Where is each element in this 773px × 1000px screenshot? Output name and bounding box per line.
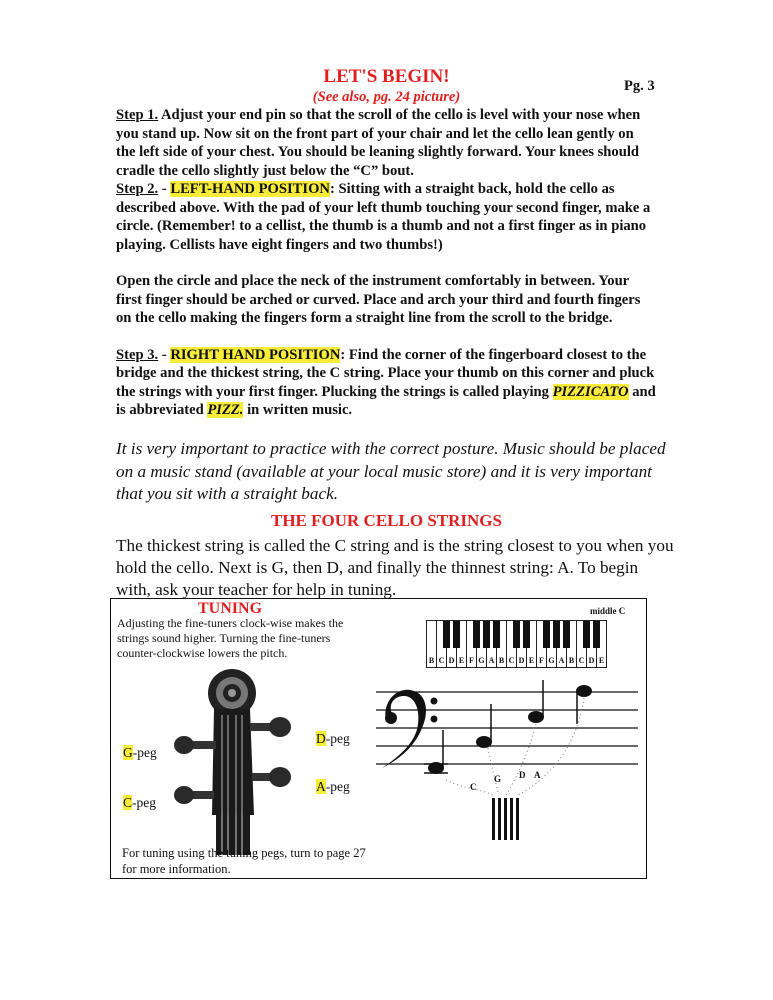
piano-black-key	[583, 621, 590, 648]
pizz-term: PIZZ.	[207, 402, 244, 418]
d-peg-label	[316, 731, 350, 747]
piano-black-key	[493, 621, 500, 648]
g-peg-suffix: -peg	[132, 745, 157, 760]
g-peg-letter: G	[123, 745, 133, 760]
c-peg-suffix: -peg	[132, 795, 157, 810]
string-label-d: D	[519, 770, 526, 780]
c-peg-label	[123, 795, 156, 811]
piano-black-key	[523, 621, 530, 648]
step-3-heading: RIGHT HAND POSITION	[170, 346, 341, 363]
step-2-text: : Sitting with a straight back, hold the cello as described above. With the pad of your left thumb touching your second finger, make a circle. (Remember! to a cellist, the thumb is a thumb and not a first finger as in piano playing. Cellists have eight fingers and two thumbs!)	[116, 181, 651, 253]
c-peg-letter: C	[123, 795, 133, 810]
piano-keyboard	[426, 620, 606, 668]
step-3	[116, 346, 656, 420]
step-3-text-2: and is abbreviated	[116, 383, 656, 418]
strings-icon	[492, 798, 519, 840]
bass-clef-staff	[376, 672, 638, 852]
instructions	[116, 106, 656, 420]
piano-key-label: E	[458, 656, 465, 665]
piano-key-label: B	[428, 656, 435, 665]
d-peg-letter: D	[316, 731, 326, 746]
piano-black-key	[513, 621, 520, 648]
piano-key-label: D	[448, 656, 455, 665]
posture-note: It is very important to practice with the correct posture. Music should be placed on a music stand (available at your local music store) and it is very important that you sit with a straight back.	[116, 439, 666, 503]
d-peg-suffix: -peg	[325, 731, 350, 746]
step-1	[116, 106, 656, 180]
tuning-text: Adjusting the fine-tuners clock-wise makes the strings sound higher. Turning the fine-tuners counter-clockwise lowers the pitch.	[117, 616, 344, 661]
page-number: Pg. 3	[624, 78, 655, 94]
cello-scroll-illustration	[170, 665, 310, 855]
middle-c-label: middle C	[590, 606, 626, 616]
piano-black-key	[473, 621, 480, 648]
piano-black-key	[453, 621, 460, 648]
piano-key-label: F	[539, 656, 544, 665]
a-peg-letter: A	[316, 779, 326, 794]
piano-key-label: D	[588, 656, 595, 665]
string-label-c: C	[470, 782, 477, 792]
piano-black-key	[553, 621, 560, 648]
piano-key-label: F	[469, 656, 474, 665]
pizzicato-term: PIZZICATO	[552, 383, 629, 400]
step-1-text: Adjust your end pin so that the scroll of the cello is level with your nose when you stand up. Now sit on the front part of your chair and let the cello lean gently on the left side of your chest. You should be leaning slightly forward. Your knees should cradle the cello slightly just below the “C” bout.	[116, 107, 641, 179]
step-3-text-3: in written music.	[243, 402, 353, 418]
strings-heading: THE FOUR CELLO STRINGS	[271, 511, 502, 530]
a-peg-label	[316, 779, 350, 795]
step-2-paragraph-2: Open the circle and place the neck of the instrument comfortably in between. Your first finger should be arched or curved. Place and arch your third and fourth fingers on the cello making the fingers form a straight line from the scroll to the bridge.	[116, 273, 641, 326]
step-3-text: : Find the corner of the fingerboard closest to the bridge and the thickest string, the C string. Place your thumb on this corner and pluck the strings with your first finger. Plucking the strings is called playing	[116, 346, 655, 400]
string-label-g: G	[494, 774, 502, 784]
bass-clef-icon	[382, 690, 438, 768]
step-2-label: Step 2.	[116, 181, 159, 197]
piano-key-label: D	[518, 656, 525, 665]
step-2-dash: -	[158, 181, 171, 197]
tuning-footer: For tuning using the tuning pegs, turn to page 27 for more information.	[122, 846, 366, 876]
step-2	[116, 180, 656, 254]
piano-key-label: E	[528, 656, 535, 665]
step-3-dash: -	[158, 346, 171, 363]
piano-key-label: C	[508, 656, 515, 665]
piano-black-key	[593, 621, 600, 648]
a-peg-suffix: -peg	[325, 779, 350, 794]
strings-text: The thickest string is called the C string and is the string closest to you when you hold the cello. Next is G, then D, and finally the thinnest string: A. To begin with, ask your teacher for help in tuning.	[116, 536, 674, 599]
piano-key-label: G	[548, 656, 555, 665]
step-1-label: Step 1.	[116, 107, 159, 123]
piano-key-label: A	[558, 656, 565, 665]
g-peg-label	[123, 745, 157, 761]
piano-key-label: G	[478, 656, 485, 665]
piano-black-key	[483, 621, 490, 648]
piano-key-label: B	[568, 656, 575, 665]
page-title: LET'S BEGIN!	[323, 66, 450, 87]
tuning-heading: TUNING	[198, 600, 263, 617]
step-2-heading: LEFT-HAND POSITION	[170, 181, 330, 197]
piano-key-label: C	[438, 656, 445, 665]
piano-black-key	[563, 621, 570, 648]
piano-key-label: B	[498, 656, 505, 665]
string-label-a: A	[534, 770, 541, 780]
piano-key-label: C	[578, 656, 585, 665]
page-subtitle: (See also, pg. 24 picture)	[312, 89, 461, 105]
piano-key-label: E	[598, 656, 605, 665]
step-3-label: Step 3.	[116, 346, 159, 363]
piano-black-key	[543, 621, 550, 648]
piano-black-key	[443, 621, 450, 648]
piano-key-label: A	[488, 656, 495, 665]
